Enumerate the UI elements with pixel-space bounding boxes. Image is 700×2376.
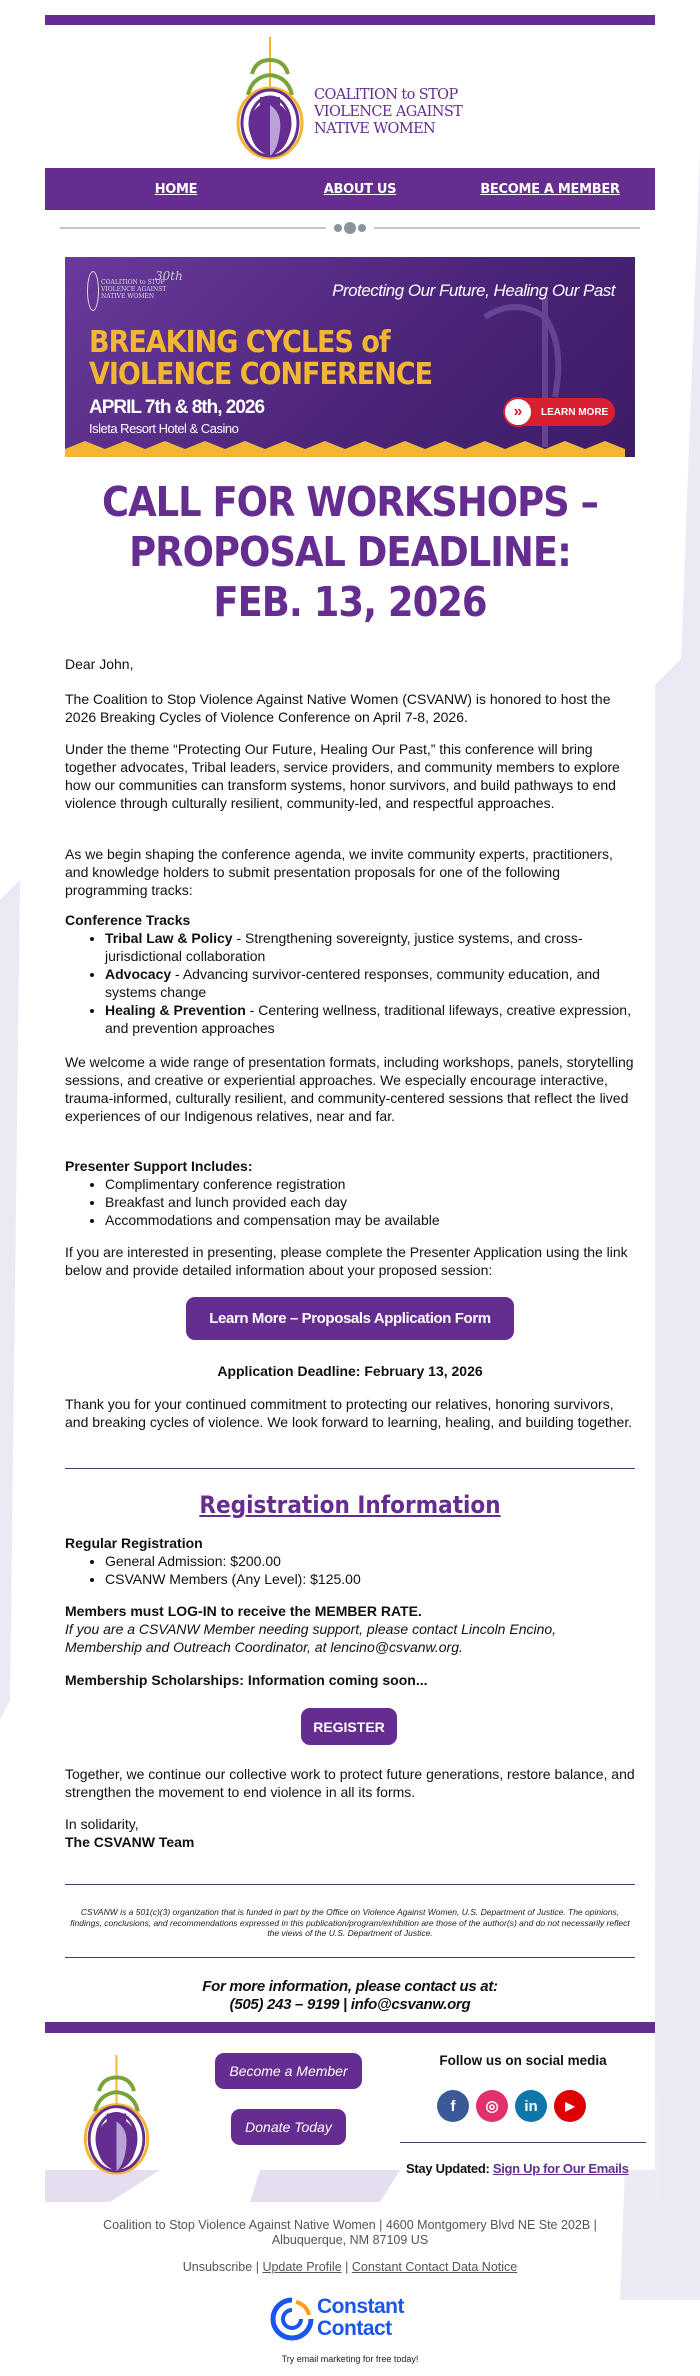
update-profile-link[interactable]: Update Profile [262, 2260, 342, 2274]
stay-updated [406, 2161, 629, 2176]
csvanw-logo[interactable] [234, 35, 474, 160]
banner-logo-line: VIOLENCE AGAINST [101, 286, 167, 293]
banner-logo-text [101, 279, 166, 300]
separator: | [255, 2260, 259, 2274]
section-divider [65, 1468, 635, 1469]
banner-venue: Isleta Resort Hotel & Casino [89, 421, 239, 436]
constant-contact-logo[interactable] [270, 2296, 430, 2344]
scholarships-note: Membership Scholarships: Information coming soon... [65, 1672, 428, 1688]
price-item: • CSVANW Members (Any Level): $125.00 [105, 1570, 635, 1588]
invite-paragraph: As we begin shaping the conference agenda, we invite community experts, practitioners, and knowledge holders to submit presentation proposals for one of the following programming tracks: [65, 846, 613, 898]
unsubscribe-link[interactable]: Unsubscribe [182, 2260, 253, 2274]
nav-home[interactable]: HOME [154, 181, 198, 197]
divider [400, 2142, 646, 2143]
banner-title-line: BREAKING CYCLES of [89, 325, 390, 360]
page-title [45, 477, 655, 627]
application-deadline: Application Deadline: February 13, 2026 [217, 1363, 483, 1379]
footer-logo-icon [78, 2053, 155, 2175]
conference-banner[interactable] [65, 257, 635, 457]
divider [65, 1957, 635, 1958]
presenter-support [65, 1157, 635, 1229]
banner-cta-label: LEARN MORE [541, 406, 609, 418]
support-item: • Complimentary conference registration [105, 1175, 635, 1193]
cc-tagline[interactable]: Try email marketing for free today! [281, 2354, 419, 2364]
divider-dots-icon [326, 222, 374, 234]
track-item [105, 1001, 635, 1037]
title-line: FEB. 13, 2026 [213, 578, 487, 626]
separator: | [345, 2260, 349, 2274]
data-notice-link[interactable]: Constant Contact Data Notice [351, 2260, 518, 2274]
cc-logo-line: Contact [317, 2317, 392, 2340]
apply-paragraph: If you are interested in presenting, please complete the Presenter Application using the link below and provide detailed information about your proposed session: [65, 1244, 628, 1278]
main-nav [45, 168, 655, 210]
banner-logo-line: NATIVE WOMEN [101, 293, 155, 300]
members-note: Members must LOG-IN to receive the MEMBER RATE. [65, 1603, 422, 1619]
instagram-icon[interactable]: ◎ [476, 2090, 508, 2122]
member-support-note: If you are a CSVANW Member needing support, please contact Lincoln Encino, Membership and Outreach Coordinator, at lencino@csvanw.org. [65, 1621, 557, 1655]
formats-paragraph: We welcome a wide range of presentation formats, including workshops, panels, storytelling sessions, and creative or experiential approaches. We especially encourage interactive, trauma-informed, culturally resilient, and community-centered sessions that reflect the lived experiences of our Indigenous relatives, near and far. [65, 1054, 634, 1124]
constant-contact-icon [270, 2296, 314, 2342]
youtube-icon[interactable]: ▶ [554, 2090, 586, 2122]
intro-paragraph: The Coalition to Stop Violence Against Native Women (CSVANW) is honored to host the 2026 Breaking Cycles of Violence Conference on April 7-8, 2026. [65, 691, 611, 725]
logo-text-line: COALITION to STOP [314, 87, 458, 103]
registration-heading[interactable]: Registration Information [199, 1491, 501, 1519]
divider [65, 1884, 635, 1885]
nav-about-us[interactable]: ABOUT US [323, 181, 397, 197]
title-line: PROPOSAL DEADLINE: [129, 528, 571, 576]
banner-dates: APRIL 7th & 8th, 2026 [89, 397, 265, 418]
banner-logo-icon [87, 271, 99, 311]
social-icons [437, 2090, 593, 2122]
support-item: • Breakfast and lunch provided each day [105, 1193, 635, 1211]
thank-you-paragraph: Thank you for your continued commitment to protecting our relatives, honoring survivors, and breaking cycles of violence. We look forward to learning, healing, and building together. [65, 1396, 633, 1430]
banner-logo-line: COALITION to STOP [101, 279, 165, 286]
stay-updated-label: Stay Updated: [406, 2161, 490, 2176]
regular-heading: Regular Registration [65, 1535, 203, 1551]
track-name: Advocacy [105, 966, 172, 982]
regular-registration [65, 1534, 635, 1588]
theme-paragraph: Under the theme “Protecting Our Future, Healing Our Past,” this conference will bring together advocates, Tribal leaders, service providers, and community members to explore how our communities can transform systems, honor survivors, and build pathways to end violence through culturally resilient, community-led, and respectful approaches. [65, 741, 620, 811]
title-line: CALL FOR WORKSHOPS – [102, 478, 598, 526]
donate-button[interactable]: Donate Today [231, 2109, 346, 2145]
banner-title-line: VIOLENCE CONFERENCE [89, 357, 433, 392]
support-item: • Accommodations and compensation may be available [105, 1211, 635, 1229]
logo-emblem-icon [234, 35, 306, 160]
address-line: Coalition to Stop Violence Against Native Women | 4600 Montgomery Blvd NE Ste 202B | [103, 2218, 597, 2232]
team-signature: The CSVANW Team [65, 1834, 195, 1850]
track-desc: - Advancing survivor-centered responses, community education, and systems change [105, 966, 600, 1000]
track-name: Tribal Law & Policy [105, 930, 233, 946]
top-accent-bar [45, 15, 655, 25]
tracks-heading: Conference Tracks [65, 912, 191, 928]
closing-paragraph: Together, we continue our collective work to protect future generations, restore balance, and strengthen the movement to end violence in all its forms. [65, 1766, 635, 1800]
signup-emails-link[interactable]: Sign Up for Our Emails [492, 2161, 629, 2176]
track-item [105, 965, 635, 1001]
address-line: Albuquerque, NM 87109 US [271, 2233, 429, 2247]
contact-phone-email[interactable]: (505) 243 – 9199 | info@csvanw.org [229, 1996, 471, 2013]
facebook-icon[interactable]: f [437, 2090, 469, 2122]
banner-learn-more-button[interactable] [505, 398, 615, 426]
signoff: In solidarity, [65, 1816, 139, 1832]
footer-accent-bar [45, 2022, 655, 2033]
banner-anniversary: 30th [155, 269, 183, 283]
greeting: Dear John, [65, 656, 134, 672]
linkedin-icon[interactable]: in [515, 2090, 547, 2122]
logo-text-line: VIOLENCE AGAINST [314, 104, 463, 120]
cc-logo-line: Constant [317, 2295, 404, 2318]
proposals-application-button[interactable]: Learn More – Proposals Application Form [186, 1297, 514, 1340]
track-desc: - Strengthening sovereignty, justice systems, and cross-jurisdictional collaboration [105, 930, 583, 964]
contact-line: For more information, please contact us at: [202, 1978, 498, 1995]
price-item: • General Admission: $200.00 [105, 1552, 635, 1570]
double-chevron-icon: » [503, 397, 533, 427]
become-member-button[interactable]: Become a Member [215, 2053, 362, 2089]
banner-tagline: Protecting Our Future, Healing Our Past [332, 281, 615, 300]
support-heading: Presenter Support Includes: [65, 1158, 253, 1174]
conference-tracks [65, 911, 635, 1037]
register-button[interactable]: REGISTER [301, 1708, 397, 1745]
track-item [105, 929, 635, 965]
nav-become-member[interactable]: BECOME A MEMBER [480, 181, 620, 197]
social-heading: Follow us on social media [439, 2053, 607, 2068]
track-name: Healing & Prevention [105, 1002, 246, 1018]
logo-text-line: NATIVE WOMEN [314, 121, 436, 137]
footer-links [0, 2260, 700, 2275]
footer-address [0, 2218, 700, 2248]
funding-disclaimer: CSVANW is a 501(c)(3) organization that is funded in part by the Office on Violence Against Women, U.S. Department of Justice. The opinions, findings, conclusions, and recommendations expressed in this publication/program/exhibition are those of the author(s) and do not necessarily reflect the views of the U.S. Department of Justice. [70, 1907, 630, 1938]
track-desc: - Centering wellness, traditional lifeways, creative expression, and prevention approaches [105, 1002, 631, 1036]
contact-info [45, 1978, 655, 2014]
